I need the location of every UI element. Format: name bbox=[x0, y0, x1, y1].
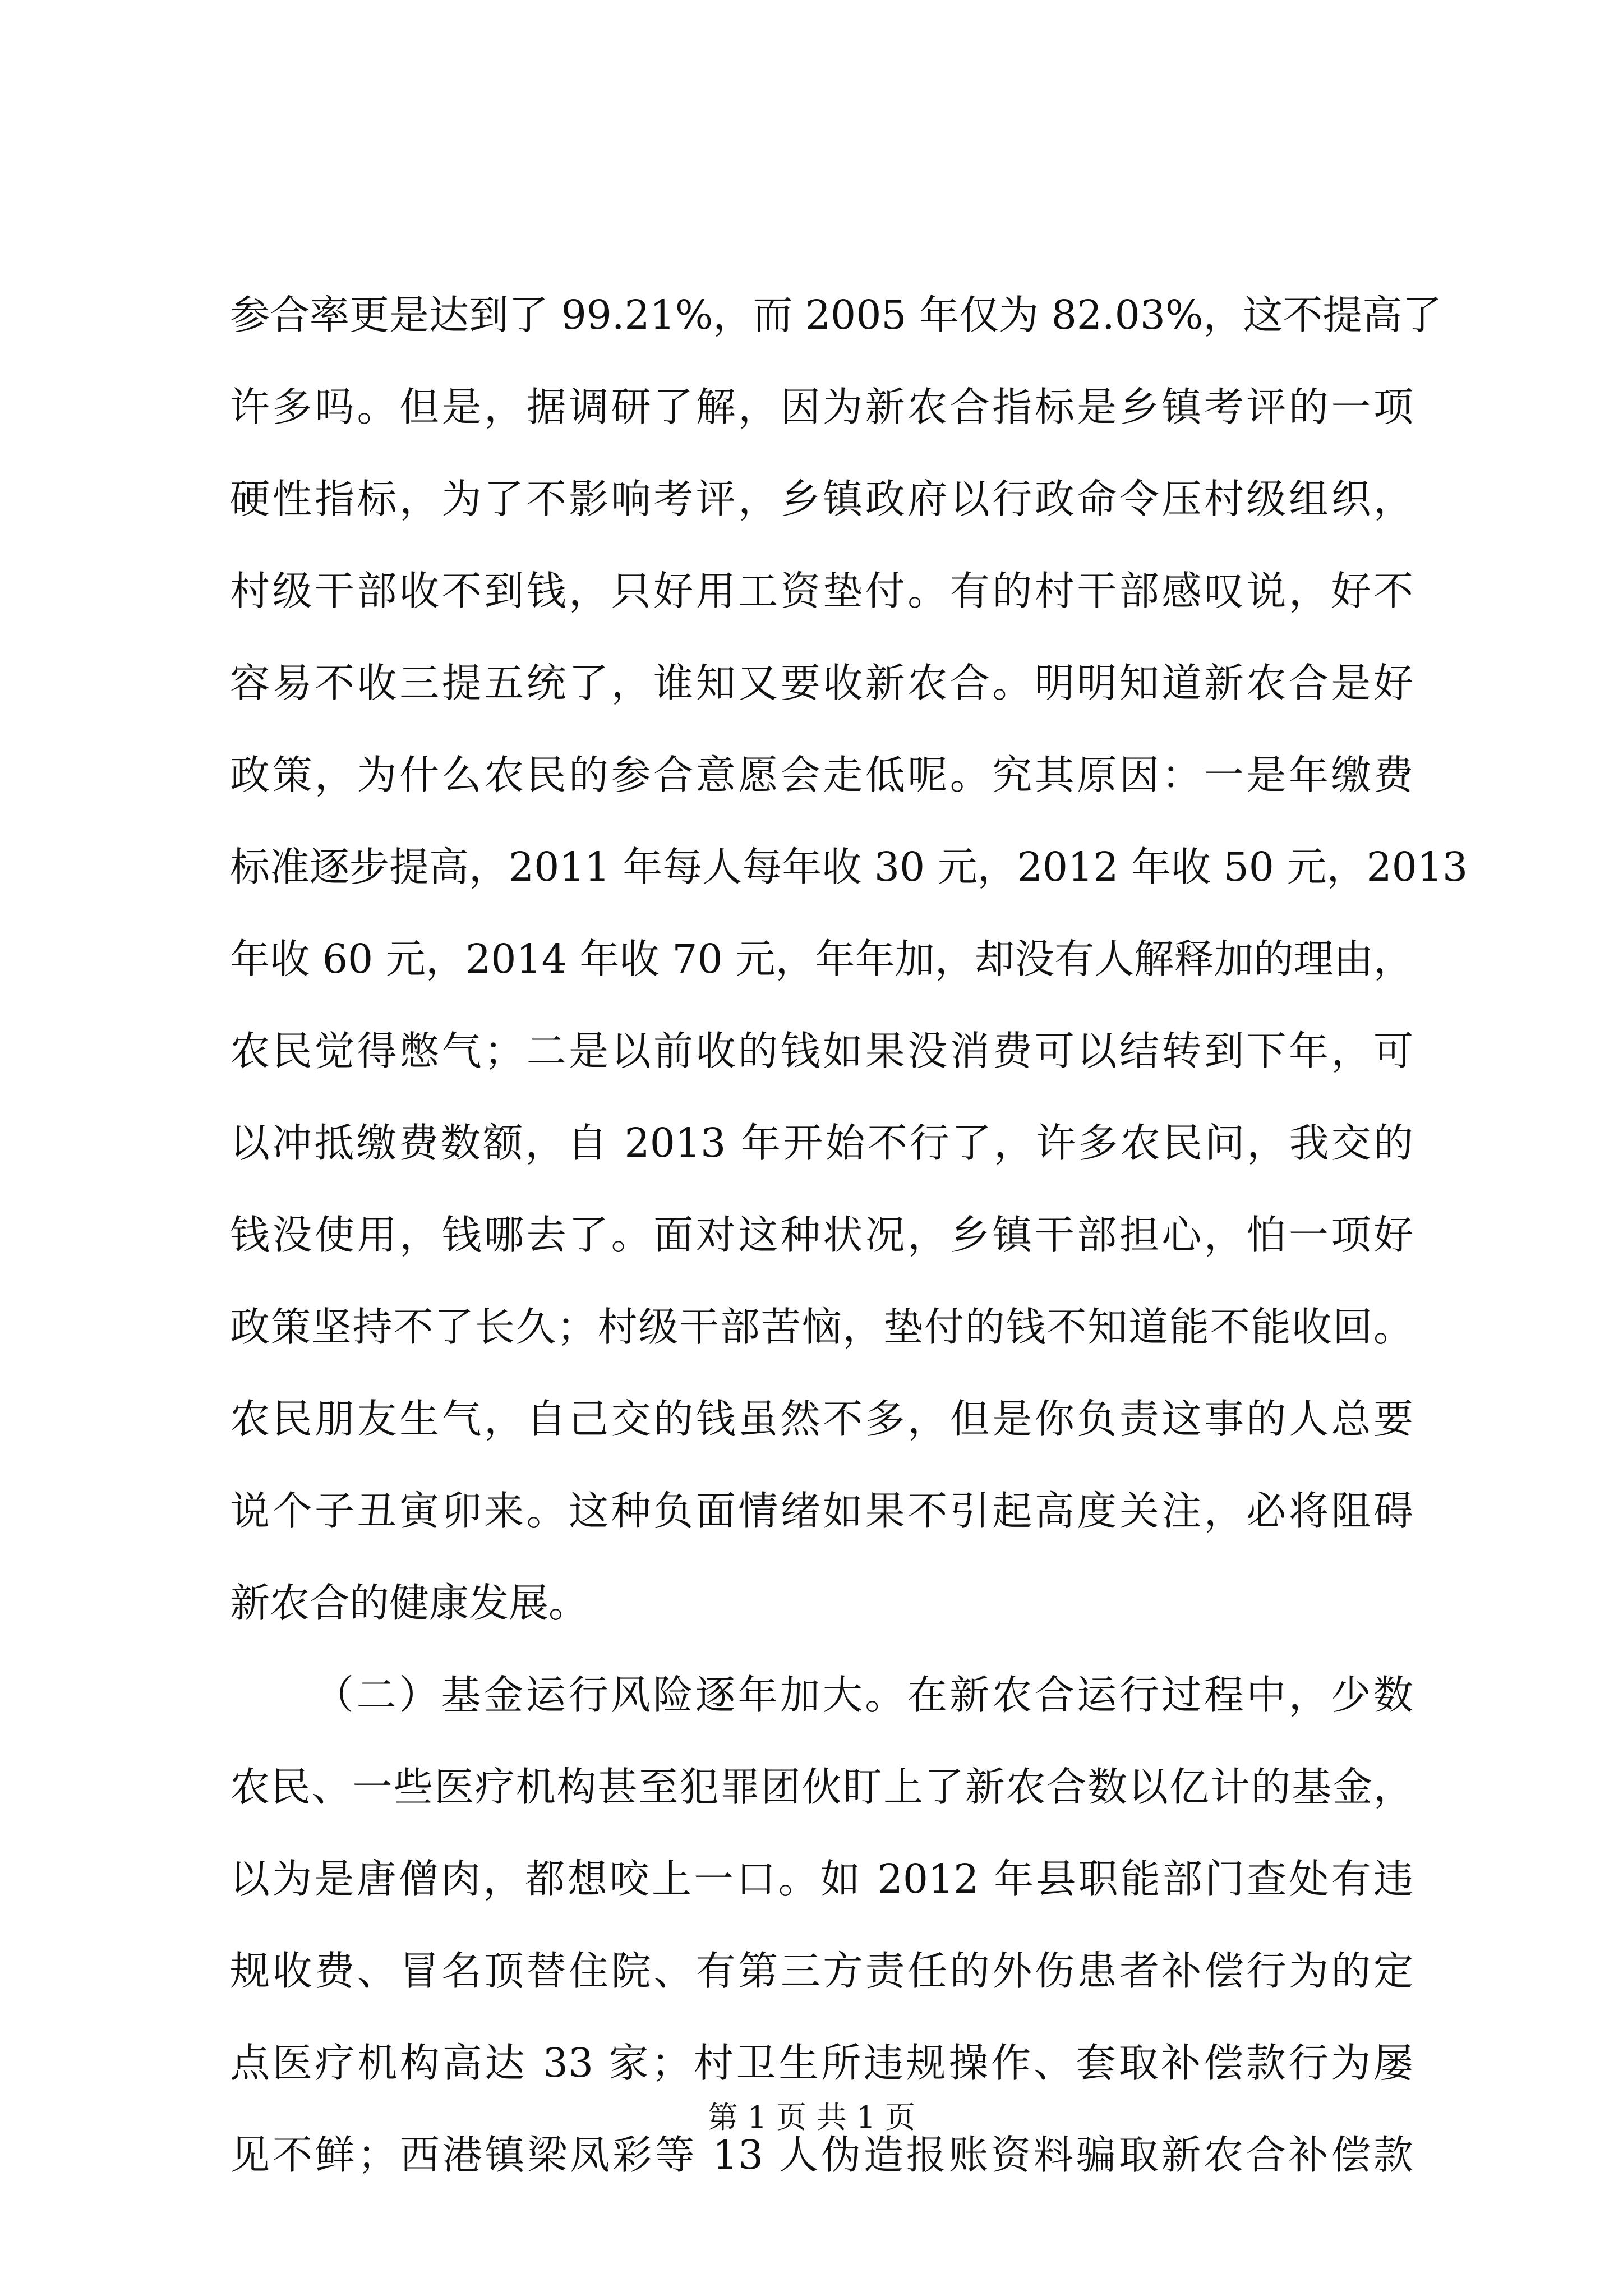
text-line: 农民、一些医疗机构甚至犯罪团伙盯上了新农合数以亿计的基金， bbox=[230, 1764, 1413, 1810]
text-line: 农民觉得憋气；二是以前收的钱如果没消费可以结转到下年，可 bbox=[230, 1028, 1413, 1074]
text-line: 村级干部收不到钱，只好用工资垫付。有的村干部感叹说，好不 bbox=[230, 568, 1413, 614]
text-line: 标准逐步提高，2011 年每人每年收 30 元，2012 年收 50 元，2013 bbox=[230, 844, 1468, 890]
text-line: 政策，为什么农民的参合意愿会走低呢。究其原因：一是年缴费 bbox=[230, 752, 1413, 798]
text-line: 钱没使用，钱哪去了。面对这种状况，乡镇干部担心，怕一项好 bbox=[230, 1212, 1413, 1258]
text-line: 许多吗。但是，据调研了解，因为新农合指标是乡镇考评的一项 bbox=[230, 384, 1413, 430]
text-line: 以冲抵缴费数额，自 2013 年开始不行了，许多农民问，我交的 bbox=[230, 1120, 1413, 1166]
text-line: 说个子丑寅卯来。这种负面情绪如果不引起高度关注，必将阻碍 bbox=[230, 1488, 1413, 1534]
text-line: 硬性指标，为了不影响考评，乡镇政府以行政命令压村级组织， bbox=[230, 476, 1413, 522]
text-line: 规收费、冒名顶替住院、有第三方责任的外伤患者补偿行为的定 bbox=[230, 1948, 1413, 1994]
document-body bbox=[230, 269, 1468, 2201]
page-footer: 第 1 页 共 1 页 bbox=[707, 2100, 916, 2135]
text-line: 农民朋友生气，自己交的钱虽然不多，但是你负责这事的人总要 bbox=[230, 1396, 1413, 1442]
text-line: 见不鲜；西港镇梁凤彩等 13 人伪造报账资料骗取新农合补偿款 bbox=[230, 2132, 1413, 2178]
section-heading-line: （二）基金运行风险逐年加大。在新农合运行过程中，少数 bbox=[314, 1672, 1413, 1718]
text-line: 年收 60 元，2014 年收 70 元，年年加，却没有人解释加的理由， bbox=[230, 936, 1413, 982]
text-line: 以为是唐僧肉，都想咬上一口。如 2012 年县职能部门查处有违 bbox=[230, 1856, 1413, 1902]
text-line: 容易不收三提五统了，谁知又要收新农合。明明知道新农合是好 bbox=[230, 660, 1413, 706]
paragraph-end-line: 新农合的健康发展。 bbox=[230, 1580, 589, 1626]
text-line: 参合率更是达到了 99.21%，而 2005 年仅为 82.03%，这不提高了 bbox=[230, 292, 1442, 338]
text-line: 政策坚持不了长久；村级干部苦恼，垫付的钱不知道能不能收回。 bbox=[230, 1304, 1413, 1350]
text-line: 点医疗机构高达 33 家；村卫生所违规操作、套取补偿款行为屡 bbox=[230, 2040, 1413, 2086]
